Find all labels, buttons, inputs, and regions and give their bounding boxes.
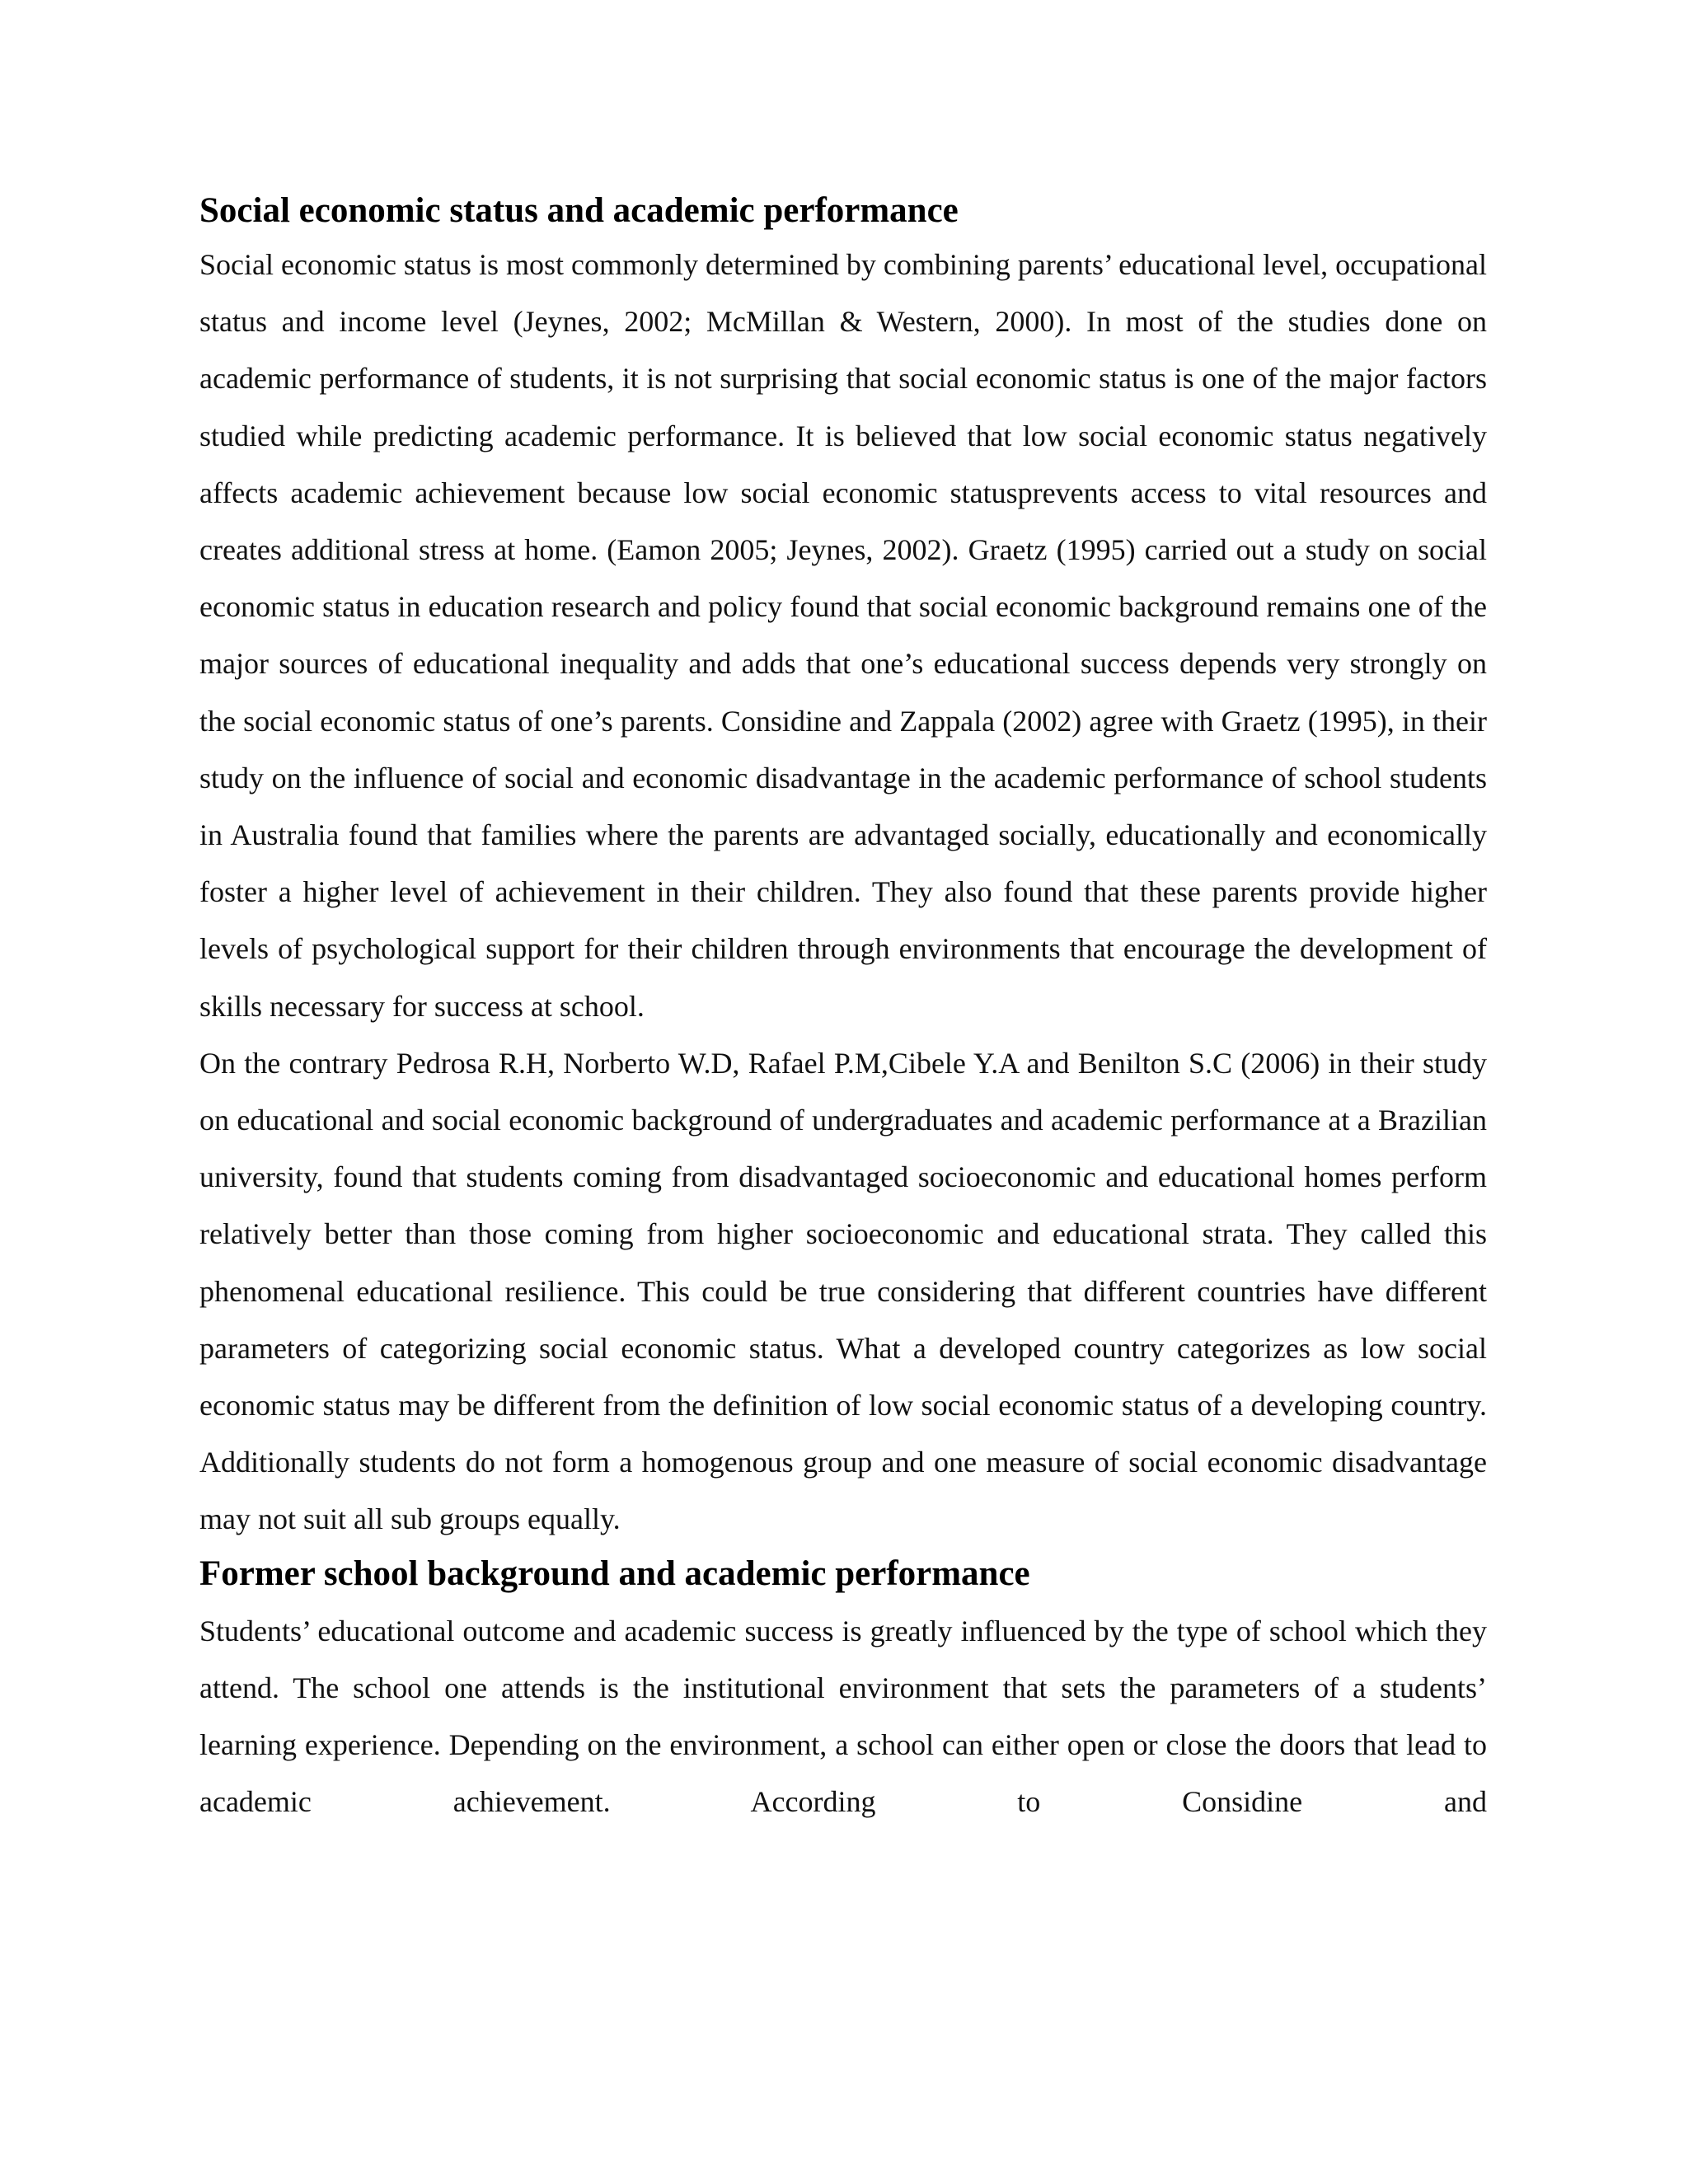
section-former-school-background: [199, 1549, 1487, 1831]
paragraph: On the contrary Pedrosa R.H, Norberto W.D, Rafael P.M,Cibele Y.A and Benilton S.C (2006) in their study on educational and social economic background of undergraduates and academic performance at a Brazilian university, found that students coming from disadvantaged socioeconomic and educational homes perform relatively better than those coming from higher socioeconomic and educational strata. They called this phenomenal educational resilience. This could be true considering that different countries have different parameters of categorizing social economic status. What a developed country categorizes as low social economic status may be different from the definition of low social economic status of a developing country. Additionally students do not form a homogenous group and one measure of social economic disadvantage may not suit all sub groups equally.: [199, 1046, 1487, 1536]
section-heading: Former school background and academic performance: [199, 1554, 1030, 1593]
paragraph: Students’ educational outcome and academic success is greatly influenced by the type of school which they attend. The school one attends is the institutional environment that sets the parameters of a students’ learning experience. Depending on the environment, a school can either open or close the doors that lead to academic achievement. According to Considine and: [199, 1614, 1487, 1819]
document-page: [199, 185, 1487, 1830]
paragraph: Social economic status is most commonly determined by combining parents’ educational level, occupational status and income level (Jeynes, 2002; McMillan & Western, 2000). In most of the studies done on academic performance of students, it is not surprising that social economic status is one of the major factors studied while predicting academic performance. It is believed that low social economic status negatively affects academic achievement because low social economic statusprevents access to vital resources and creates additional stress at home. (Eamon 2005; Jeynes, 2002). Graetz (1995) carried out a study on social economic status in education research and policy found that social economic background remains one of the major sources of educational inequality and adds that one’s educational success depends very strongly on the social economic status of one’s parents. Considine and Zappala (2002) agree with Graetz (1995), in their study on the influence of social and economic disadvantage in the academic performance of school students in Australia found that families where the parents are advantaged socially, educationally and economically foster a higher level of achievement in their children. They also found that these parents provide higher levels of psychological support for their children through environments that encourage the development of skills necessary for success at school.: [199, 248, 1487, 1023]
section-social-economic-status: [199, 185, 1487, 1549]
section-heading: Social economic status and academic performance: [199, 191, 959, 230]
